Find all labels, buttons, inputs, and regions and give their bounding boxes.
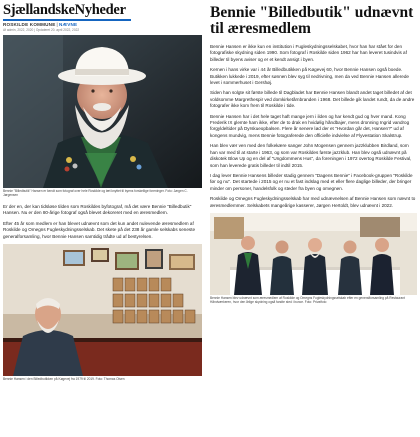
article-paragraph-2: Kernen i hans virke var i 44 år Billedbutikken på Køgevej 60, hvor Bennie Hansen også boede. Butikken lukkede i 2019, efter sønnen blev syg til nedrivning, men da ved Bennie Hansen allerede levet i sommerhuset i Gershøj.	[210, 67, 409, 86]
photo-bennie-portrait	[3, 35, 202, 188]
section-label[interactable]: ROSKILDE KOMMUNE	[3, 22, 56, 27]
right-column	[210, 3, 417, 304]
photo-caption-1: Bennie "Billedbutik" Hansen er kendt som fotograf over hele Roskilde og tæt knyttet til byens forskellige foreninger. Foto: Jørgen C. Jørgensen	[3, 189, 188, 197]
article-paragraph-7: Roskilde og Omegns Fugleskydningsselskab har med udnævnelsen af Bennie Hansen som nævnt to æresmedlemmer. Selskabets mangeårige kasserer, Jørgen Hertoldt, blev udnævnt i 2022.	[210, 196, 416, 208]
photo-caption-2: Bennie Hansen i den Billedbutikken på Køgevej fra 1979 til 2019. Foto: Thomas Olsen	[3, 377, 125, 382]
photo-bennie-shop	[3, 244, 202, 376]
masthead-section: ROSKILDE KOMMUNE|NÆVNE	[3, 22, 78, 27]
article-paragraph-3: Siden han solgte sit første billede til Dagbladet har Bennie Hansen blandt andet taget billedet af det voldsomme Margrethespir ved domkirketårnbranden i 1968. Det billede gik landet rundt, da de andre fotografer ikke kom frem til Roskilde i tide.	[210, 90, 415, 109]
left-column	[3, 3, 205, 381]
shop-image	[3, 244, 202, 376]
masthead-logo[interactable]: SjællandskeNyheder	[3, 2, 126, 18]
article-paragraph-6: I dag lever Bennie Hansens billeder stadig gennem "Dagens Bennie" i Facebook-gruppen "Roskilde før og nu". Det startede i 2015 og er nu et fast indslag med et eller flere daglige billeder, der bringer minder om personer, handelsfolk og steder fra byen og omegnen.	[210, 172, 413, 191]
intro-paragraph: Er der en, der kan tidsløse tilden som Roskildes byfotograf, må det være Bennie "Billedbutik" Hansen. Nu er den 80-årige fotograf også blevet dekoreret med en æresmedlem.	[3, 204, 192, 216]
masthead-underline	[3, 19, 131, 21]
article-paragraph-5: Han blev vær ven med den folkekære sanger John Mogensen gennem jazzklubben Birdland, som han var med til at starte i 1963, og som var Roskildes første jazzklub. Han blev også udnævnt på diskotek Blow Up og en del af "Ungdommens Hus", da foreningen i 1972 overtog Roskilde Festival, som han leverede gratis billeder til indtil 2015.	[210, 143, 412, 168]
article-byline: Af admin, 2022, 2020 | Opdateret 20. april 2022, 2022	[3, 28, 80, 32]
photo-honorary-members	[210, 213, 417, 295]
article-paragraph-4: Bennie Hansen har i det hele taget haft mange jern i ilden og har kendt gud og hver mand. Kong Frederik IX glemte ham ikke, efter de to drak en hvidølig håndbajer, mens dronning Ingrid vandrog forgyldeltider på Dyrskueopbalsen. Flere år senere lød der et "Hvordan går det, Hansen?" ud af kongens mundvig, mens Bennie fotograferede den officielle indvielse af Flyvestation Skalstrup.	[210, 113, 410, 138]
article-headline: Bennie "Billedbutik" udnævnt til æresmedlem	[210, 4, 414, 37]
portrait-image	[3, 35, 202, 188]
photo-caption-3: Bennie Hansen blev udnævnt som æresmedlem af Roskilde og Omegns Fugleskydningsselskab efter en generalforsamling på Restaurant Håndværkeren, hvor den årlige skydning også fandte sted i bunce. Foto: Privatfoto	[210, 295, 405, 304]
masthead	[3, 3, 205, 32]
nav-label[interactable]: NÆVNE	[58, 22, 78, 27]
group-image	[210, 213, 417, 295]
article-paragraph-1: Bennie Hansen er ikke kun en institution i Fugleskydningsselskabet, hvor han har stået for den fotografiske skydning siden 1990. Som fotograf i Roskilde siden 1962 har han leveret tusindvis af billeder til byens aviser og er et kendt ansigt i byen.	[210, 44, 407, 62]
body-paragraph: Efter 45 år som medlem er han blevet udnævnt som det kun andet nulevende æresmedlem af Roskilde og Omegns Fugleskydningsselskab. Det skete på det 238 år gamle selskabs seneste generalforsamling, hvor Bennie Hansen samtidig trådte ud af bestyrelsen.	[3, 220, 196, 239]
